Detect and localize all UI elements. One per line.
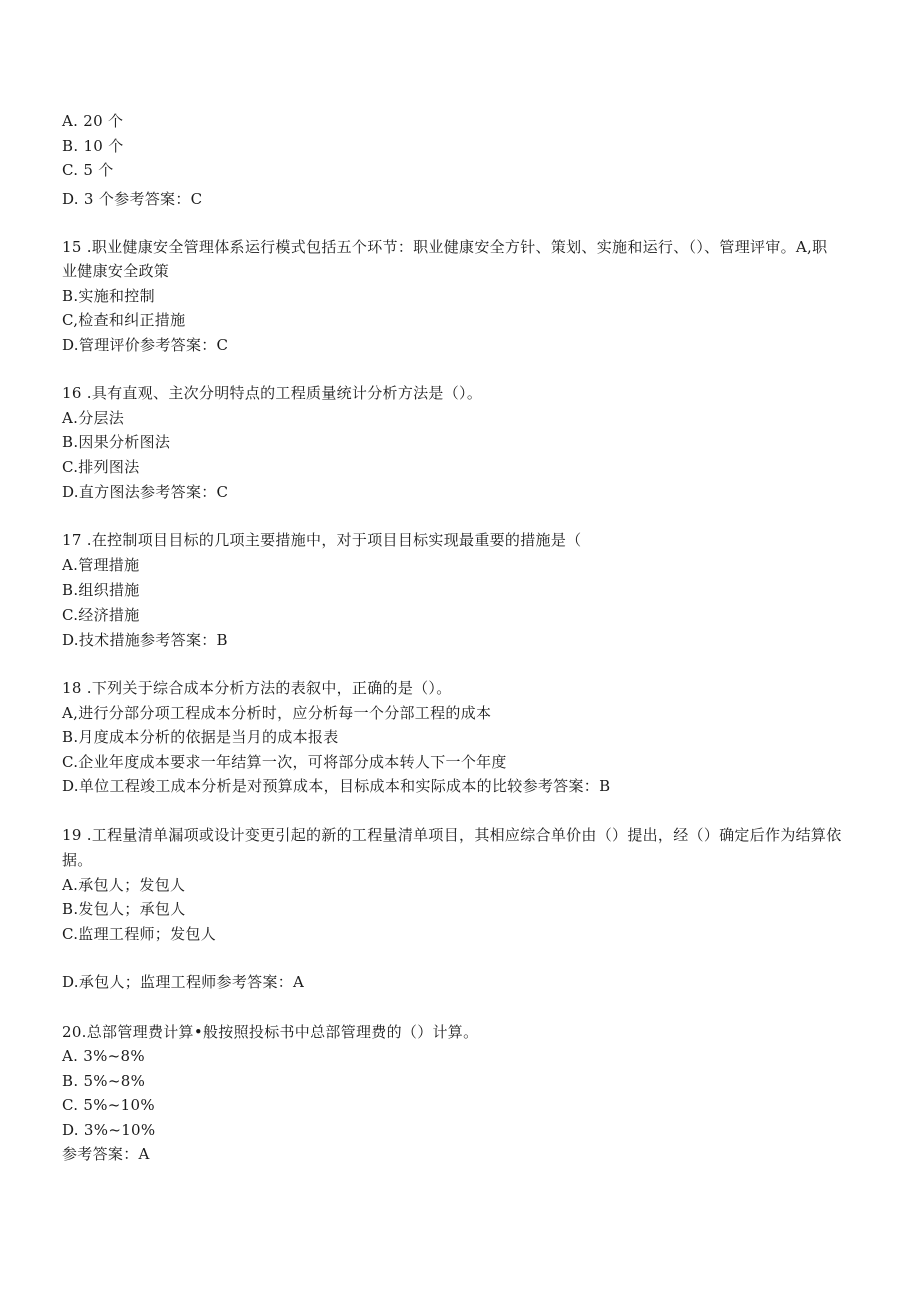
q16-option-b: B.因果分析图法 (62, 433, 171, 451)
q19-option-c: C.监理工程师；发包人 (62, 925, 217, 943)
q20-option-c: C. 5%~10% (62, 1096, 155, 1114)
q14-option-c: C. 5 个 (62, 161, 114, 179)
q15-option-b: B.实施和控制 (62, 287, 155, 305)
q20-option-a: A. 3%~8% (62, 1047, 145, 1065)
q18-option-a: A,进行分部分项工程成本分析时，应分析每一个分部工程的成本 (62, 704, 492, 722)
q16-option-d-answer: D.直方图法参考答案：C (62, 483, 229, 501)
q19-stem-line2: 据。 (62, 851, 93, 869)
q15-option-c: C,检查和纠正措施 (62, 311, 186, 329)
q14-option-a: A. 20 个 (62, 112, 124, 130)
q15-option-d-answer: D.管理评价参考答案：C (62, 336, 229, 354)
q18-option-d-answer: D.单位工程竣工成本分析是对预算成本，目标成本和实际成本的比较参考答案：B (62, 777, 611, 795)
q16-option-a: A.分层法 (62, 409, 125, 427)
q18-option-c: C.企业年度成本要求一年结算一次，可将部分成本转人下一个年度 (62, 753, 507, 771)
q20-option-b: B. 5%~8% (62, 1072, 146, 1090)
q20-answer: 参考答案：A (62, 1145, 150, 1163)
q20-option-d: D. 3%~10% (62, 1121, 156, 1139)
q18-stem: 18 .下列关于综合成本分析方法的表叙中，正确的是（）。 (62, 679, 452, 697)
q15-stem-line1: 15 .职业健康安全管理体系运行模式包括五个环节：职业健康安全方针、策划、实施和运行、（）、管理评审。A,职 (62, 238, 828, 256)
q17-stem: 17 .在控制项目目标的几项主要措施中，对于项目目标实现最重要的措施是（ (62, 531, 582, 549)
q14-option-b: B. 10 个 (62, 137, 124, 155)
q19-option-a: A.承包人；发包人 (62, 876, 186, 894)
q16-option-c: C.排列图法 (62, 458, 140, 476)
q16-stem: 16 .具有直观、主次分明特点的工程质量统计分析方法是（）。 (62, 384, 483, 402)
q19-stem-line1: 19 .工程量清单漏项或设计变更引起的新的工程量清单项目，其相应综合单价由（）提出，经（）确定后作为结算依 (62, 826, 842, 844)
q18-option-b: B.月度成本分析的依据是当月的成本报表 (62, 728, 339, 746)
q19-option-d-answer: D.承包人；监理工程师参考答案：A (62, 973, 305, 991)
q19-option-b: B.发包人；承包人 (62, 900, 186, 918)
q17-option-c: C.经济措施 (62, 606, 140, 624)
q17-option-d-answer: D.技术措施参考答案：B (62, 631, 228, 649)
q15-stem-line2: 业健康安全政策 (62, 262, 170, 280)
q14-option-d-answer: D. 3 个参考答案：C (62, 190, 203, 208)
q17-option-b: B.组织措施 (62, 581, 140, 599)
q20-stem: 20.总部管理费计算•般按照投标书中总部管理费的（）计算。 (62, 1023, 479, 1041)
q17-option-a: A.管理措施 (62, 556, 140, 574)
